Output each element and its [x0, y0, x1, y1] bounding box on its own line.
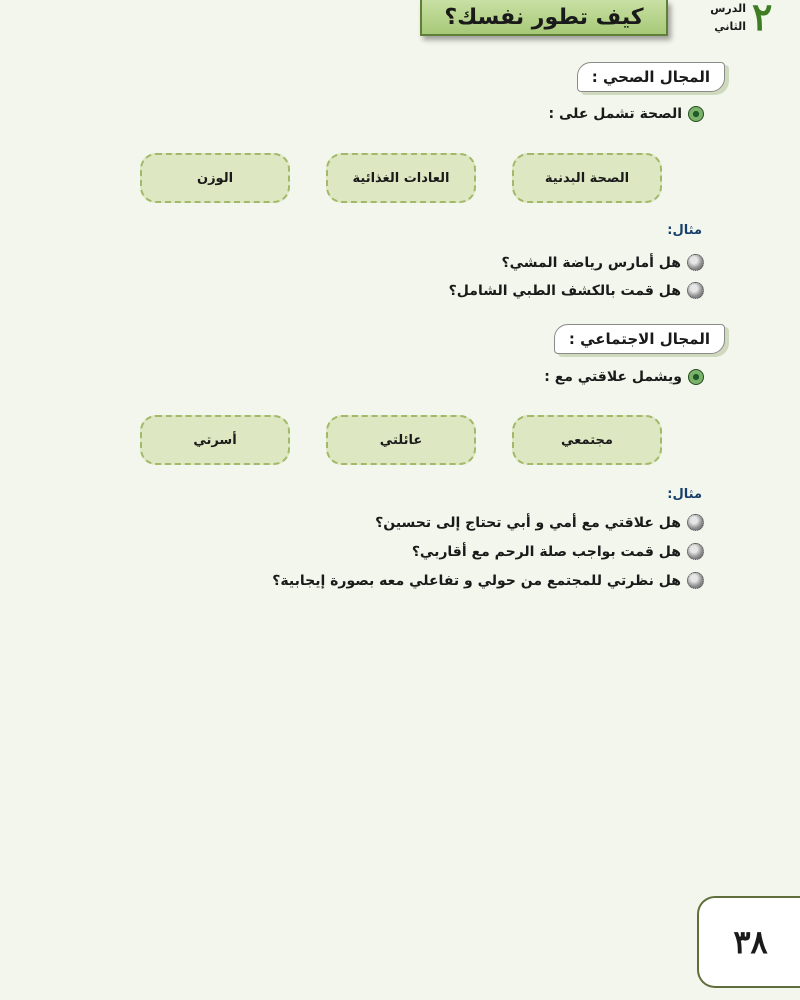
health-question [449, 282, 704, 299]
page-number-box [697, 896, 800, 988]
social-heading-text: المجال الاجتماعي : [568, 330, 710, 348]
social-example-label: مثال: [667, 487, 702, 502]
social-intro [544, 369, 704, 385]
gray-gear-bullet-icon [687, 514, 704, 531]
gray-gear-bullet-icon [687, 282, 704, 299]
health-question [502, 254, 705, 271]
gray-gear-bullet-icon [687, 543, 704, 560]
social-section-heading [554, 324, 725, 354]
social-item-household [140, 415, 290, 465]
health-item-label: الوزن [196, 170, 234, 186]
health-section-heading [577, 62, 725, 92]
page-number: ٣٨ [733, 923, 768, 961]
gray-gear-bullet-icon [687, 254, 704, 271]
social-question-text: هل قمت بواجب صلة الرحم مع أقاربي؟ [411, 543, 681, 560]
health-intro-text: الصحة تشمل على : [548, 106, 682, 122]
social-item-extended-family [326, 415, 476, 465]
social-item-community [512, 415, 662, 465]
social-question [272, 572, 704, 589]
health-item-weight [140, 153, 290, 203]
social-item-label: مجتمعي [561, 432, 613, 448]
health-item-physical [512, 153, 662, 203]
social-intro-text: ويشمل علاقتي مع : [544, 369, 682, 385]
social-question-text: هل نظرتي للمجتمع من حولي و تفاعلي معه بصورة إيجابية؟ [272, 572, 681, 589]
social-item-label: أسرتي [193, 432, 237, 448]
page-title-box [420, 0, 668, 36]
lesson-number: ٢ [752, 0, 773, 39]
health-question-text: هل أمارس رياضة المشي؟ [501, 254, 681, 271]
lesson-ordinal: الثاني [714, 20, 746, 33]
social-question [412, 543, 704, 560]
health-intro [549, 106, 704, 122]
lesson-word: الدرس [710, 2, 746, 15]
social-question [375, 514, 704, 531]
gray-gear-bullet-icon [687, 572, 704, 589]
social-question-text: هل علاقتي مع أمي و أبي تحتاج إلى تحسين؟ [375, 514, 681, 531]
health-question-text: هل قمت بالكشف الطبي الشامل؟ [448, 282, 681, 299]
health-heading-text: المجال الصحي : [591, 68, 710, 86]
health-item-label: العادات الغذائية [352, 170, 450, 186]
social-item-label: عائلتي [379, 432, 423, 448]
health-item-diet [326, 153, 476, 203]
page-title: كيف تطور نفسك؟ [444, 4, 644, 30]
green-circle-bullet-icon [688, 106, 704, 122]
health-item-label: الصحة البدنية [544, 170, 630, 186]
green-circle-bullet-icon [688, 369, 704, 385]
health-example-label: مثال: [667, 223, 702, 238]
